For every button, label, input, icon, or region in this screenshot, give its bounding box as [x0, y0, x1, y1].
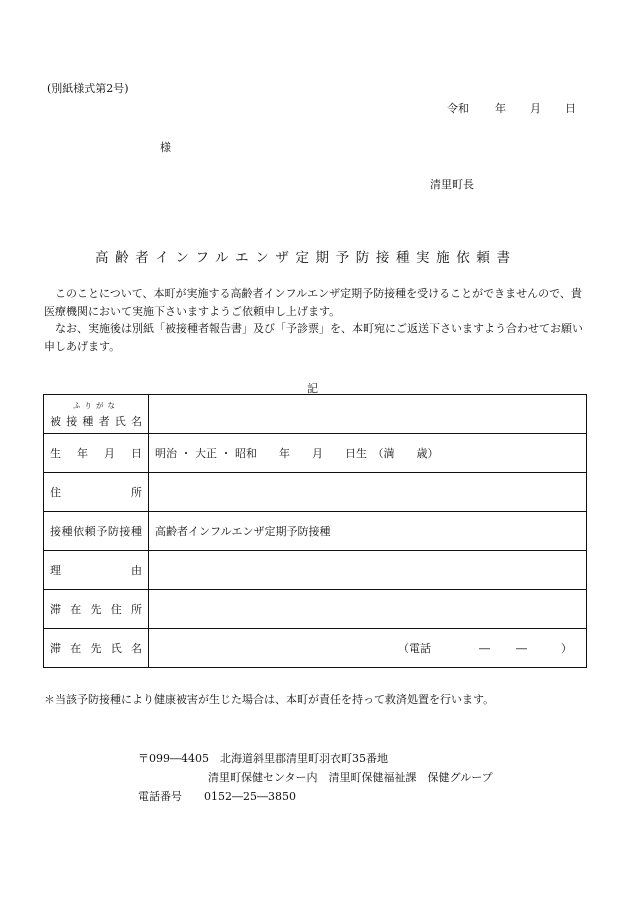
addressee-suffix: 様: [160, 141, 171, 154]
label-reason-text: 理 由: [50, 564, 142, 577]
furigana-label: ふりがな: [73, 400, 119, 410]
date-day: 日: [565, 102, 576, 115]
label-stay-name-text: 滞 在 先 氏 名: [50, 642, 142, 655]
table-row: [44, 512, 587, 551]
label-name-text: 被 接 種 者 氏 名: [50, 414, 142, 428]
label-address-text: 住 所: [50, 486, 142, 499]
label-address: [44, 473, 149, 512]
phone-field: [398, 640, 586, 656]
table-row: [44, 395, 587, 434]
table-row: [44, 629, 587, 668]
label-reason: [44, 551, 149, 590]
phone-open: （電話: [398, 642, 431, 655]
label-stay-address-text: 滞 在 先 住 所: [50, 603, 142, 616]
issuer: 清里町長: [430, 178, 474, 191]
value-reason[interactable]: [149, 551, 587, 590]
phone-dash-2: ―: [516, 642, 527, 655]
phone-dash-1: ―: [479, 642, 490, 655]
label-stay-name: [44, 629, 149, 668]
label-name: [44, 395, 149, 434]
paragraph-return: なお、実施後は別紙「被接種者報告書」及び「予診票」を、本町宛にご返送下さいますよう合わせてお願い申しあげます。: [44, 322, 583, 353]
note-label: 記: [307, 382, 318, 395]
phone-close: ）: [561, 642, 572, 655]
request-form-table: [43, 394, 587, 668]
paragraph-request: このことについて、本町が実施する高齢者インフルエンザ定期予防接種を受けることができませんので、貴医療機関において実施下さいますようご依頼申し上げます。: [44, 287, 582, 318]
table-row: [44, 434, 587, 473]
date-era: 令和: [447, 102, 469, 115]
value-stay-name[interactable]: [149, 629, 587, 668]
label-stay-address: [44, 590, 149, 629]
value-vaccination[interactable]: 高齢者インフルエンザ定期予防接種: [149, 512, 587, 551]
contact-address: 〒099―4405 北海道斜里郡清里町羽衣町35番地: [138, 752, 388, 765]
document-title: 高齢者インフルエンザ定期予防接種実施依頼書: [95, 250, 517, 266]
label-vaccination-text: 接 種 依 頼 予 防 接 種: [50, 525, 142, 538]
value-name[interactable]: [149, 395, 587, 434]
table-row: [44, 590, 587, 629]
date-month: 月: [530, 102, 541, 115]
table-row: [44, 551, 587, 590]
table-row: [44, 473, 587, 512]
contact-department: 清里町保健センター内 清里町保健福祉課 保健グループ: [208, 771, 493, 784]
contact-phone: 電話番号 0152―25―3850: [138, 790, 296, 803]
value-birthdate[interactable]: 明治 ・ 大正 ・ 昭和 年 月 日生 （満 歳）: [149, 434, 587, 473]
value-stay-address[interactable]: [149, 590, 587, 629]
footnote: ＊当該予防接種により健康被害が生じた場合は、本町が責任を持って救済処置を行います。: [44, 693, 495, 706]
value-address[interactable]: [149, 473, 587, 512]
label-birthdate-text: 生 年 月 日: [50, 447, 142, 460]
date-year: 年: [495, 102, 506, 115]
label-birthdate: [44, 434, 149, 473]
form-number: (別紙様式第2号): [47, 82, 129, 95]
label-vaccination: [44, 512, 149, 551]
date-line: [447, 100, 576, 116]
